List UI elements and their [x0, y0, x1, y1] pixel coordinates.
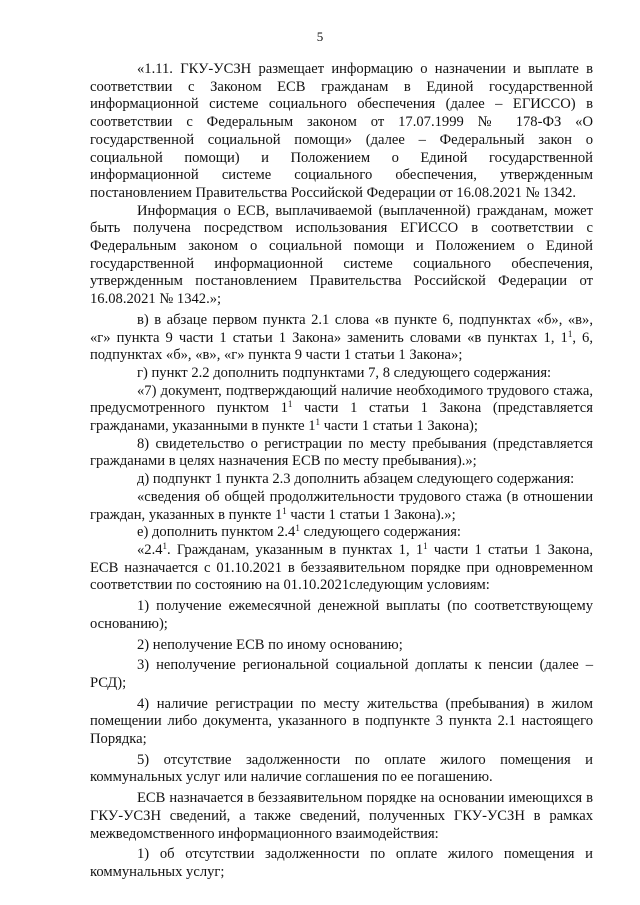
paragraph-amendment-d: д) подпункт 1 пункта 2.3 дополнить абзацем следующего содержания:: [137, 471, 575, 488]
text-segment: следующего содержания:: [299, 524, 461, 541]
paragraph-amendment-e: [90, 524, 593, 542]
text-segment: части 1 статьи 1 Закона).»;: [286, 506, 456, 523]
superscript: 1: [162, 540, 168, 551]
text-segment: «7) документ, подтверждающий наличие необходимого трудового стажа, предусмотренного пунктом 1: [90, 382, 593, 417]
paragraph-amendment-v: [90, 312, 593, 365]
paragraph-item-8: 8) свидетельство о регистрации по месту пребывания (представляется гражданами в целях назначения ЕСВ по месту пребывания).»;: [90, 435, 593, 470]
paragraph-esv-assignment: ЕСВ назначается в беззаявительном порядке на основании имеющихся в ГКУ-УСЗН сведений, а также сведений, полученных ГКУ-УСЗН в рамках межведомственного информационного взаимодействия:: [90, 790, 593, 842]
superscript: 1: [315, 417, 321, 428]
page-number: 5: [316, 29, 324, 44]
text-segment: части 1 статьи 1 Закона (представляется гражданами, указанными в пункте 1: [90, 400, 593, 435]
document-body: [90, 61, 593, 882]
paragraph-item-7: [90, 383, 593, 436]
text-segment: «2.4: [137, 541, 163, 558]
text-segment: части 1 статьи 1 Закона);: [320, 418, 478, 435]
paragraph-condition-1: 1) получение ежемесячной денежной выплаты (по соответствующему основанию);: [90, 598, 593, 632]
superscript: 1: [423, 540, 428, 551]
text-segment: , 6, подпунктах «б», «в», «г» пункта 9 части 1 статьи 1 Закона»;: [90, 329, 593, 364]
paragraph-condition-4: 4) наличие регистрации по месту жительства (пребывания) в жилом помещении либо документа, указанного в подпункте 3 пункта 2.1 настоящего Порядка;: [90, 695, 593, 748]
paragraph-amendment-g: г) пункт 2.2 дополнить подпунктами 7, 8 следующего содержания:: [137, 364, 552, 381]
superscript: 1: [567, 328, 573, 339]
text-segment: . Гражданам, указанным в пунктах 1, 1: [167, 541, 424, 558]
paragraph-1-11: «1.11. ГКУ-УСЗН размещает информацию о назначении и выплате в соответствии с Законом ЕСВ гражданам в Единой государственной информационной системе социального обеспечения (далее – ЕГИССО) в соответствии с Федеральным законом от 17.07.1999 № 178-ФЗ «О государственной социальной помощи» (далее – Федеральный закон о социальной помощи) и Положением о Единой государственной информационной системе социального обеспечения, утвержденным постановлением Правительства Российской Федерации от 16.08.2021 № 1342.: [90, 61, 593, 201]
paragraph-work-experience: [90, 489, 593, 524]
text-segment: «сведения об общей продолжительности трудового стажа (в отношении граждан, указанных в пункте 1: [90, 488, 593, 523]
paragraph-condition-3: 3) неполучение региональной социальной доплаты к пенсии (далее – РСД);: [90, 657, 593, 691]
paragraph-2-4-1: [90, 542, 593, 595]
superscript: 1: [295, 523, 300, 534]
paragraph-condition-2: 2) неполучение ЕСВ по иному основанию;: [137, 636, 403, 653]
text-segment: в) в абзаце первом пункта 2.1 слова «в пункте 6, подпунктах «б», «в», «г» пункта 9 части 1 статьи 1 Закона» заменить словами «в пунктах 1, 1: [90, 311, 593, 346]
text-segment: части 1 статьи 1 Закона, ЕСВ назначается с 01.10.2021 в беззаявительном порядке при одновременном соответствии по состоянию на 01.10.2021следующим условиям:: [90, 541, 594, 594]
paragraph-info-1: 1) об отсутствии задолженности по оплате жилого помещения и коммунальных услуг;: [90, 846, 593, 880]
superscript: 1: [282, 505, 287, 516]
paragraph-condition-5: 5) отсутствие задолженности по оплате жилого помещения и коммунальных услуг или наличие соглашения по ее погашению.: [90, 751, 593, 786]
paragraph-egisso-info: Информация о ЕСВ, выплачиваемой (выплаченной) гражданам, может быть получена посредством использования ЕГИССО в соответствии с Федеральным законом о социальной помощи и Положением о Единой государственной информационной системе социального обеспечения, утвержденным постановлением Правительства Российской Федерации от 16.08.2021 № 1342.»;: [90, 202, 593, 308]
superscript: 1: [287, 399, 293, 410]
text-segment: е) дополнить пунктом 2.4: [137, 524, 296, 541]
